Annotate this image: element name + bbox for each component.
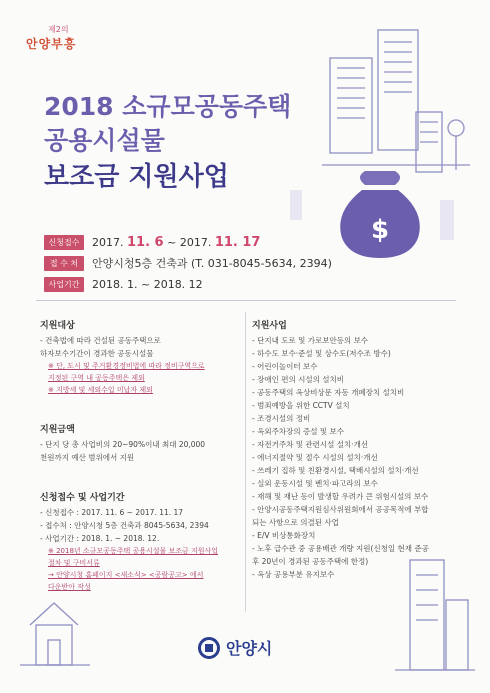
title-line-3: 보조금 지원사업: [44, 162, 229, 192]
amount-item: - 단지 당 총 사업비의 20~90%이내 최대 20,000: [40, 440, 206, 449]
apply-heading: 신청접수 및 사업기간: [40, 493, 125, 503]
support-item: - 자전거주차 및 관련시설 설치·개선: [252, 440, 369, 449]
support-item: - 노후 급수관 중 공용배관 개량 지원(신청일 현재 준공: [252, 544, 429, 553]
house-icon: [20, 603, 90, 665]
amount-section: [40, 422, 240, 464]
buildings-illustration: [322, 30, 470, 172]
city-logo: [198, 636, 272, 659]
apply-note: 절차 및 구비서류: [48, 559, 100, 567]
target-heading: 지원대상: [40, 321, 75, 331]
svg-text:$: $: [370, 215, 390, 245]
apply-value: [92, 235, 260, 250]
column-divider: [245, 312, 246, 612]
support-heading: 지원사업: [252, 321, 287, 331]
apply-prefix: 2017.: [92, 235, 124, 249]
apply-note: → 안양시청 홈페이지 <새소식> <공람공고> 에서: [48, 571, 204, 579]
support-item: - 옥외주차장의 증설 및 보수: [252, 427, 344, 436]
support-item: - 에너지절약 및 절수 시설의 설치·개선: [252, 453, 378, 462]
support-item: - 실외 운동시설 및 벤치·파고라의 보수: [252, 479, 378, 488]
support-item: - 옥상 공용부분 유지보수: [252, 570, 335, 579]
amount-item: 천원까지 예산 범위에서 지원: [40, 453, 135, 462]
period-value: 2018. 1. ~ 2018. 12: [92, 277, 203, 291]
campaign-logo: [26, 24, 76, 52]
apply-section: [40, 490, 245, 593]
support-item: - E/V 비상통화장치: [252, 531, 316, 540]
support-item: - 조경시설의 정비: [252, 414, 311, 423]
amount-heading: 지원금액: [40, 425, 75, 435]
target-note: ※ 단, 도시 및 주거환경정비법에 따라 정비구역으로: [48, 362, 205, 370]
target-section: [40, 318, 240, 396]
apply-item: - 사업기간 : 2018. 1. ~ 2018. 12.: [40, 534, 160, 543]
support-item: 되는 사항으로 의결된 사업: [252, 518, 339, 527]
support-item: - 범죄예방을 위한 CCTV 설치: [252, 401, 350, 410]
period-row: [44, 274, 344, 294]
support-item: - 재해 및 재난 등이 발생할 우려가 큰 위험시설의 보수: [252, 492, 429, 501]
key-info: [44, 232, 344, 295]
apply-badge: 신청접수: [44, 235, 84, 250]
support-item: - 단지내 도로 및 가로보안등의 보수: [252, 336, 369, 345]
apply-note: 다운받아 작성: [48, 583, 91, 591]
city-seal-icon: [198, 637, 220, 659]
target-item: 하자보수기간이 경과한 공동시설물: [40, 349, 154, 358]
logo-edition: 제2의: [48, 25, 69, 34]
apply-row: [44, 232, 344, 252]
logo-name: 안양부흥: [26, 37, 77, 51]
support-item: - 어린이놀이터 보수: [252, 362, 318, 371]
target-note: ※ 지방세 및 세외수입 미납자 제외: [48, 386, 153, 394]
apply-end: 11. 17: [214, 234, 261, 250]
support-item: - 공동주택의 옥상비상문 자동 개폐장치 설치비: [252, 388, 405, 397]
receive-value: 안양시청5층 건축과 (T. 031-8045-5634, 2394): [92, 257, 332, 270]
title-line-1: 2018 소규모공동주택: [44, 92, 292, 121]
support-section: [252, 318, 462, 581]
receive-badge: 접 수 처: [44, 256, 84, 271]
money-bag-icon: [340, 171, 420, 258]
apply-start: 11. 6: [127, 234, 164, 250]
support-item: - 하수도 보수·준설 및 상수도(저수조 방수): [252, 349, 391, 358]
title-line-2: 공용시설물: [44, 126, 165, 155]
poster-title: [44, 90, 324, 196]
apply-note: ※ 2018년 소규모공동주택 공용시설물 보조금 지원사업: [48, 547, 219, 555]
city-name: 안양시: [226, 639, 273, 658]
support-item: - 안양시공동주택지원심사위원회에서 공공목적에 부합: [252, 505, 429, 514]
section-divider: [36, 300, 456, 301]
apply-item: - 접수처 : 안양시청 5층 건축과 8045-5634, 2394: [40, 521, 209, 530]
support-item: 후 20년이 경과된 공동주택에 한정): [252, 557, 369, 566]
period-badge: 사업기간: [44, 277, 84, 292]
support-item: - 쓰레기 집하 및 친환경시설, 택배시설의 설치·개선: [252, 466, 419, 475]
support-item: - 장애인 편의 시설의 설치비: [252, 375, 344, 384]
target-note: 지정된 구역 내 공동주택은 제외: [48, 374, 145, 382]
apply-item: - 신청접수 : 2017. 11. 6 ~ 2017. 11. 17: [40, 508, 184, 517]
apply-mid: ~ 2017.: [163, 235, 212, 249]
target-item: - 건축법에 따라 건설된 공동주택으로: [40, 336, 161, 345]
receive-row: [44, 253, 344, 273]
